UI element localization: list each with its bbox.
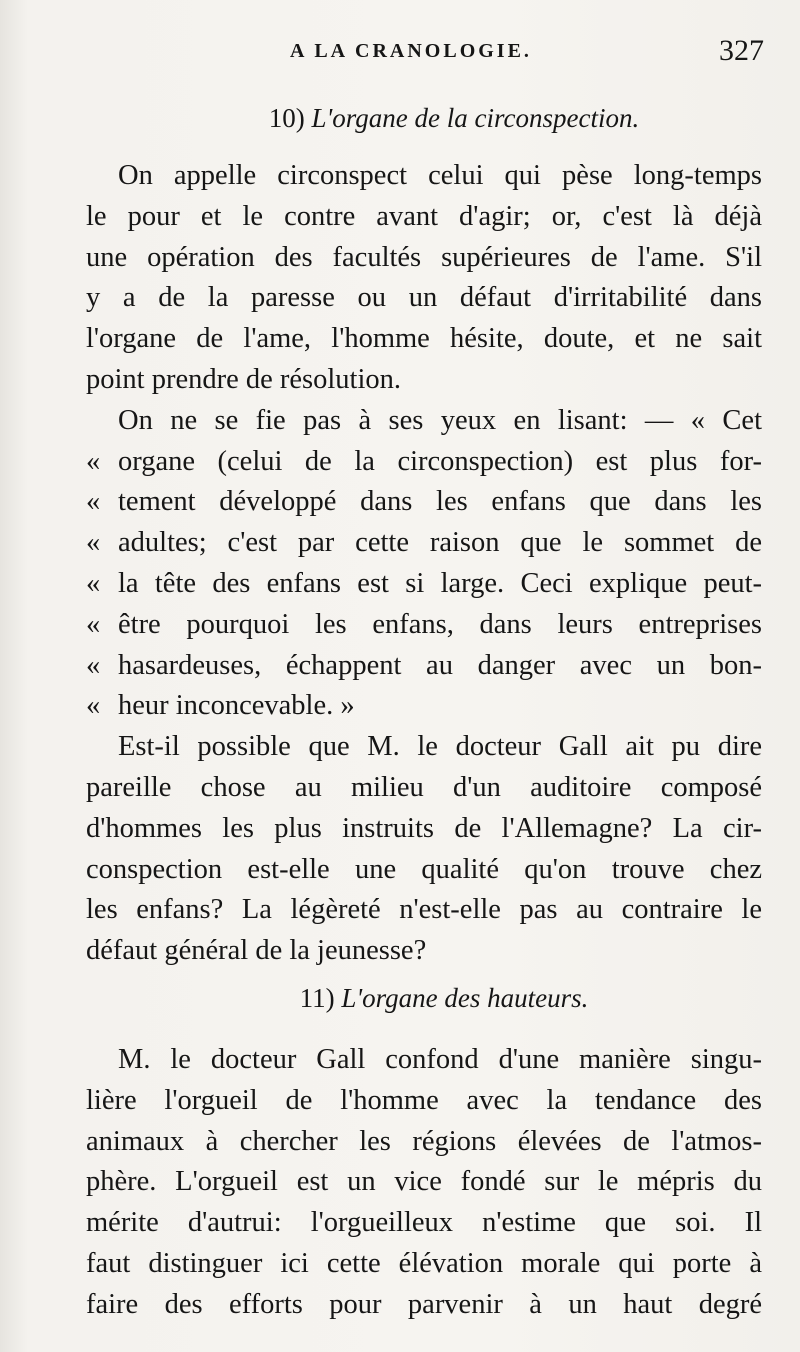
text-line: défaut général de la jeunesse?: [86, 935, 427, 967]
paragraph: [86, 156, 762, 401]
quote-text: tement développé dans les enfans que dans les: [118, 486, 762, 518]
section-title: L'organe de la circonspection.: [311, 103, 640, 133]
text-line: mérite d'autrui: l'orgueilleux n'estime que soi. Il: [86, 1207, 762, 1239]
paragraph: [86, 1040, 762, 1326]
text-line: l'organe de l'ame, l'homme hésite, doute, et ne sait: [86, 323, 762, 355]
text-line: y a de la paresse ou un défaut d'irritabilité dans: [86, 282, 762, 314]
quote-mark: «: [86, 649, 101, 681]
quote-mark: «: [86, 527, 101, 559]
text-line: pareille chose au milieu d'un auditoire composé: [86, 771, 762, 803]
section-number: 10): [268, 103, 305, 133]
quote-mark: «: [86, 608, 101, 640]
text-line: point prendre de résolution.: [86, 363, 402, 395]
section-number: 11): [299, 982, 335, 1013]
paragraph-quotation: [86, 401, 762, 727]
page-body: [86, 98, 762, 1326]
text-line: les enfans? La légèreté n'est-elle pas au contraire le: [86, 894, 762, 926]
section-title: L'organe des hauteurs.: [341, 982, 589, 1013]
quote-text: adultes; c'est par cette raison que le sommet de: [118, 527, 762, 559]
quote-text: hasardeuses, échappent au danger avec un bon-: [118, 649, 762, 681]
text-line: On ne se fie pas à ses yeux en lisant: — « Cet: [118, 404, 762, 436]
text-line: le pour et le contre avant d'agir; or, c'est là déjà: [86, 200, 762, 232]
text-line: animaux à chercher les régions élevées de l'atmos-: [86, 1125, 762, 1157]
quote-text: organe (celui de la circonspection) est plus for-: [118, 445, 762, 477]
quote-line: [86, 686, 762, 727]
section-heading-circonspection: [86, 98, 762, 138]
text-line: Est-il possible que M. le docteur Gall ait pu dire: [118, 731, 762, 763]
quote-text: la tête des enfans est si large. Ceci explique peut-: [118, 567, 762, 599]
quote-line: [86, 605, 762, 646]
text-line: une opération des facultés supérieures de l'ame. S'il: [86, 241, 762, 273]
running-title: A LA CRANOLOGIE.: [290, 40, 532, 62]
quote-mark: «: [86, 486, 101, 518]
quote-mark: «: [86, 445, 101, 477]
page-number: 327: [719, 34, 764, 67]
quote-line: [86, 482, 762, 523]
quote-line: [86, 646, 762, 687]
text-line: faut distinguer ici cette élévation morale qui porte à: [86, 1247, 762, 1279]
quote-mark: «: [86, 690, 101, 722]
quote-mark: «: [86, 567, 101, 599]
text-line: d'hommes les plus instruits de l'Allemagne? La cir-: [86, 812, 762, 844]
quote-line: [86, 442, 762, 483]
running-head: [80, 36, 764, 76]
text-line: faire des efforts pour parvenir à un haut degré: [86, 1288, 762, 1320]
text-line: phère. L'orgueil est un vice fondé sur le mépris du: [86, 1166, 762, 1198]
paragraph: [86, 727, 762, 972]
text-line: conspection est-elle une qualité qu'on trouve chez: [86, 853, 762, 885]
quote-line: [86, 564, 762, 605]
quote-text: heur inconcevable. »: [118, 690, 355, 722]
quote-line: [86, 523, 762, 564]
quote-text: être pourquoi les enfans, dans leurs entreprises: [118, 608, 762, 640]
text-line: On appelle circonspect celui qui pèse long-temps: [118, 160, 762, 191]
text-line: M. le docteur Gall confond d'une manière singu-: [118, 1043, 762, 1075]
section-heading-hauteurs: [86, 978, 762, 1018]
text-line: lière l'orgueil de l'homme avec la tendance des: [86, 1084, 762, 1116]
